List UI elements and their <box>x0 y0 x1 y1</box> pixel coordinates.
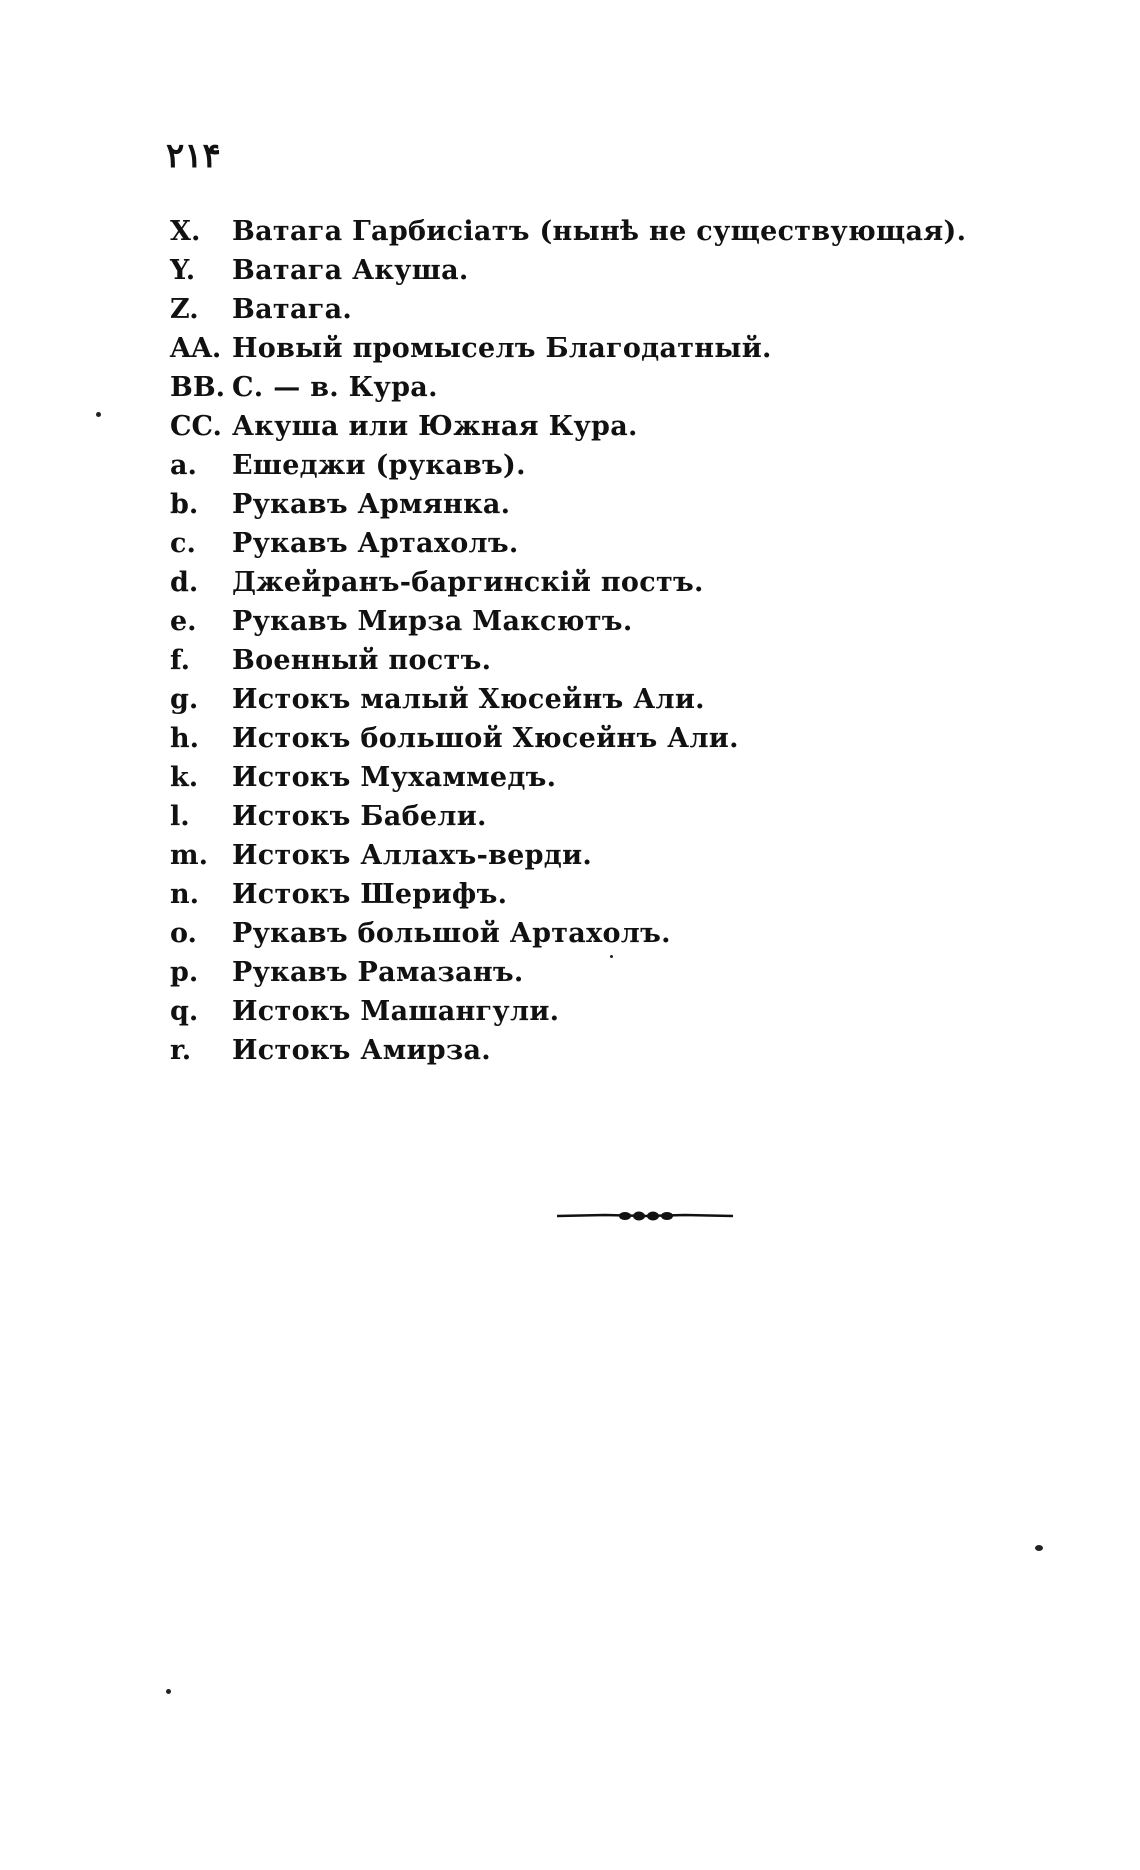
entry-key: h. <box>170 723 200 754</box>
entry-key: AA. <box>170 333 222 364</box>
list-item <box>170 606 930 645</box>
entry-key: b. <box>170 489 199 520</box>
print-speck <box>96 412 101 417</box>
entry-text: Истокъ малый Хюсейнъ Али. <box>232 684 705 715</box>
list-item <box>170 996 930 1035</box>
list-item <box>170 450 930 489</box>
print-speck <box>610 955 613 958</box>
entry-text: Истокъ большой Хюсейнъ Али. <box>232 723 739 754</box>
entry-text: Ватага Акуша. <box>232 255 469 286</box>
list-item <box>170 411 930 450</box>
entry-key: o. <box>170 918 197 949</box>
entry-text: Истокъ Аллахъ-верди. <box>232 840 593 871</box>
entry-key: n. <box>170 879 200 910</box>
entry-key: e. <box>170 606 197 637</box>
list-item <box>170 957 930 996</box>
list-item <box>170 1035 930 1074</box>
entry-key: r. <box>170 1035 192 1066</box>
entry-text: Истокъ Бабели. <box>232 801 487 832</box>
entry-text: Акуша или Южная Кура. <box>232 411 638 442</box>
list-item <box>170 762 930 801</box>
entry-text: Военный постъ. <box>232 645 492 676</box>
entry-text: Истокъ Шерифъ. <box>232 879 508 910</box>
entry-text: Истокъ Машангули. <box>232 996 560 1027</box>
list-item <box>170 801 930 840</box>
entry-key: d. <box>170 567 199 598</box>
entry-text: Истокъ Мухаммедъ. <box>232 762 557 793</box>
list-item <box>170 840 930 879</box>
page-number: ۲۱۴ <box>166 136 221 176</box>
list-item <box>170 333 930 372</box>
list-item <box>170 567 930 606</box>
entry-text: С. — в. Кура. <box>232 372 438 403</box>
legend-list <box>170 216 967 1074</box>
entry-text: Ватага. <box>232 294 353 325</box>
list-item <box>170 528 930 567</box>
entry-text: Новый промыселъ Благодатный. <box>232 333 772 364</box>
list-item <box>170 879 930 918</box>
entry-text: Рукавъ Армянка. <box>232 489 511 520</box>
print-speck <box>1035 1545 1043 1551</box>
entry-key: X. <box>170 216 201 247</box>
entry-key: q. <box>170 996 199 1027</box>
entry-key: BB. <box>170 372 226 403</box>
entry-key: k. <box>170 762 199 793</box>
entry-text: Истокъ Амирза. <box>232 1035 491 1066</box>
entry-text: Рукавъ Мирза Максютъ. <box>232 606 633 637</box>
list-item <box>170 294 930 333</box>
entry-key: p. <box>170 957 199 988</box>
entry-text: Джейранъ-баргинскій постъ. <box>232 567 704 598</box>
list-item <box>170 723 930 762</box>
entry-key: l. <box>170 801 190 832</box>
list-item <box>170 489 930 528</box>
entry-text: Рукавъ Артахолъ. <box>232 528 519 559</box>
print-speck <box>166 1689 171 1694</box>
entry-text: Рукавъ большой Артахолъ. <box>232 918 671 949</box>
entry-key: Z. <box>170 294 199 325</box>
list-item <box>170 255 930 294</box>
entry-text: Ватага Гарбисіатъ (нынѣ не существующая). <box>232 216 967 247</box>
list-item <box>170 372 930 411</box>
entry-key: m. <box>170 840 208 871</box>
entry-key: f. <box>170 645 191 676</box>
list-item <box>170 216 967 255</box>
entry-key: c. <box>170 528 196 559</box>
entry-key: Y. <box>170 255 196 286</box>
entry-text: Ешеджи (рукавъ). <box>232 450 526 481</box>
entry-key: a. <box>170 450 197 481</box>
list-item <box>170 684 930 723</box>
ornament-divider <box>555 1208 735 1224</box>
entry-key: g. <box>170 684 199 715</box>
entry-text: Рукавъ Рамазанъ. <box>232 957 524 988</box>
list-item <box>170 918 930 957</box>
list-item <box>170 645 930 684</box>
entry-key: CC. <box>170 411 222 442</box>
